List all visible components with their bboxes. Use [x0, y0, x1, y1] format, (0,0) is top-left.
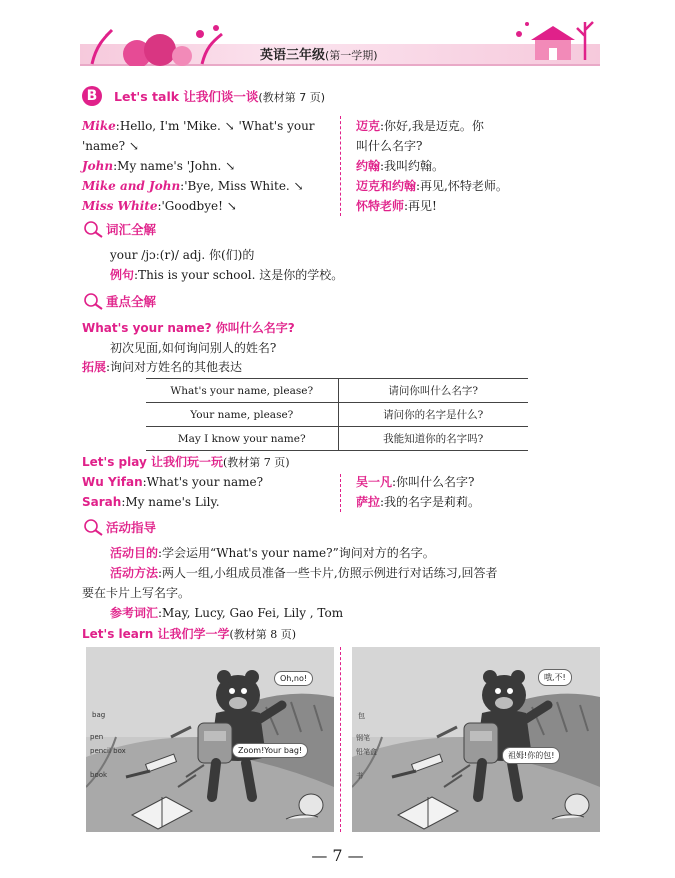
play-line: Sarah:My name's Lily.	[82, 495, 220, 509]
activity-heading: 活动指导	[82, 518, 156, 536]
dialog-line-cn: 怀特老师:再见!	[356, 199, 437, 213]
picture-chinese	[352, 647, 600, 832]
dialog-english	[82, 116, 332, 216]
table-cell-en: What's your name, please?	[146, 379, 338, 403]
play-divider	[340, 474, 341, 512]
dialog-line: 'name? ↘	[82, 139, 139, 153]
picture-label: pen	[90, 733, 104, 741]
play-line-cn: 吴一凡:你叫什么名字?	[356, 475, 475, 489]
table-row	[146, 379, 528, 403]
picture-label: 包	[358, 712, 365, 720]
picture-label: pencil box	[90, 747, 126, 755]
page-number: — 7 —	[311, 846, 364, 865]
play-line-cn: 萨拉:我的名字是莉莉。	[356, 495, 481, 509]
table-cell-cn: 请问你叫什么名字?	[338, 379, 528, 403]
key-extension: 拓展:询问对方姓名的其他表达	[82, 360, 243, 374]
section-b-heading	[82, 86, 325, 106]
header-left-decoration	[82, 18, 232, 66]
dialog-divider	[340, 116, 341, 216]
activity-method-cont: 要在卡片上写名字。	[82, 586, 191, 600]
table-cell-cn: 我能知道你的名字吗?	[338, 427, 528, 451]
dialog-line-cn: 迈克和约翰:再见,怀特老师。	[356, 179, 508, 193]
key-phrase: What's your name? 你叫什么名字?	[82, 321, 295, 335]
magnifier-icon	[82, 292, 104, 310]
picture-label: bag	[92, 711, 106, 719]
vocab-example: 例句:This is your school. 这是你的学校。	[110, 268, 344, 282]
picture-divider	[340, 647, 341, 832]
picture-english	[86, 647, 334, 832]
lets-learn-heading: Let's learn 让我们学一学(教材第 8 页)	[82, 627, 297, 641]
table-cell-cn: 请问你的名字是什么?	[338, 403, 528, 427]
speech-bubble: 哦,不!	[538, 669, 572, 686]
activity-method: 活动方法:两人一组,小组成员准备一些卡片,仿照示例进行对话练习,回答者	[110, 566, 498, 580]
dialog-line: John:My name's 'John. ↘	[82, 159, 236, 173]
alt-expressions-table	[146, 378, 528, 451]
page-header	[0, 0, 675, 68]
lets-play-heading: Let's play 让我们玩一玩(教材第 7 页)	[82, 455, 290, 469]
key-explain: 初次见面,如何询问别人的姓名?	[110, 341, 277, 355]
section-b-badge: B	[82, 86, 102, 106]
magnifier-icon	[82, 518, 104, 536]
table-cell-en: May I know your name?	[146, 427, 338, 451]
picture-label: 铅笔盒	[356, 748, 377, 756]
header-title-main: 英语三年级	[260, 48, 326, 63]
activity-goal: 活动目的:学会运用“What's your name?”询问对方的名字。	[110, 546, 435, 560]
picture-label: 钢笔	[356, 734, 370, 742]
key-points-heading: 重点全解	[82, 292, 156, 310]
speech-bubble: Zoom!Your bag!	[232, 743, 308, 758]
header-title	[260, 44, 378, 63]
table-cell-en: Your name, please?	[146, 403, 338, 427]
table-row	[146, 427, 528, 451]
speech-bubble: 祖姆!你的包!	[502, 747, 560, 764]
picture-label: book	[90, 771, 108, 779]
dialog-chinese	[356, 116, 586, 216]
header-title-sub: (第一学期)	[325, 49, 378, 62]
vocab-heading: 词汇全解	[82, 220, 156, 238]
dialog-line: Miss White:'Goodbye! ↘	[82, 199, 237, 213]
section-b-title: Let's talk 让我们谈一谈(教材第 7 页)	[114, 89, 325, 104]
dialog-line-cn: 迈克:你好,我是迈克。你	[356, 119, 484, 133]
header-right-decoration	[505, 10, 600, 66]
magnifier-icon	[82, 220, 104, 238]
dialog-line-cn: 约翰:我叫约翰。	[356, 159, 445, 173]
speech-bubble: Oh,no!	[274, 671, 313, 686]
dialog-line: Mike and John:'Bye, Miss White. ↘	[82, 179, 304, 193]
play-line: Wu Yifan:What's your name?	[82, 475, 264, 489]
vocab-word-line: your /jɔː(r)/ adj. 你(们)的	[110, 248, 255, 262]
table-row	[146, 403, 528, 427]
dialog-line-cn: 叫什么名字?	[356, 139, 423, 153]
activity-ref-words: 参考词汇:May, Lucy, Gao Fei, Lily , Tom	[110, 606, 344, 620]
dialog-line: Mike:Hello, I'm 'Mike. ↘ 'What's your	[82, 119, 315, 133]
picture-label: 书	[356, 772, 363, 780]
